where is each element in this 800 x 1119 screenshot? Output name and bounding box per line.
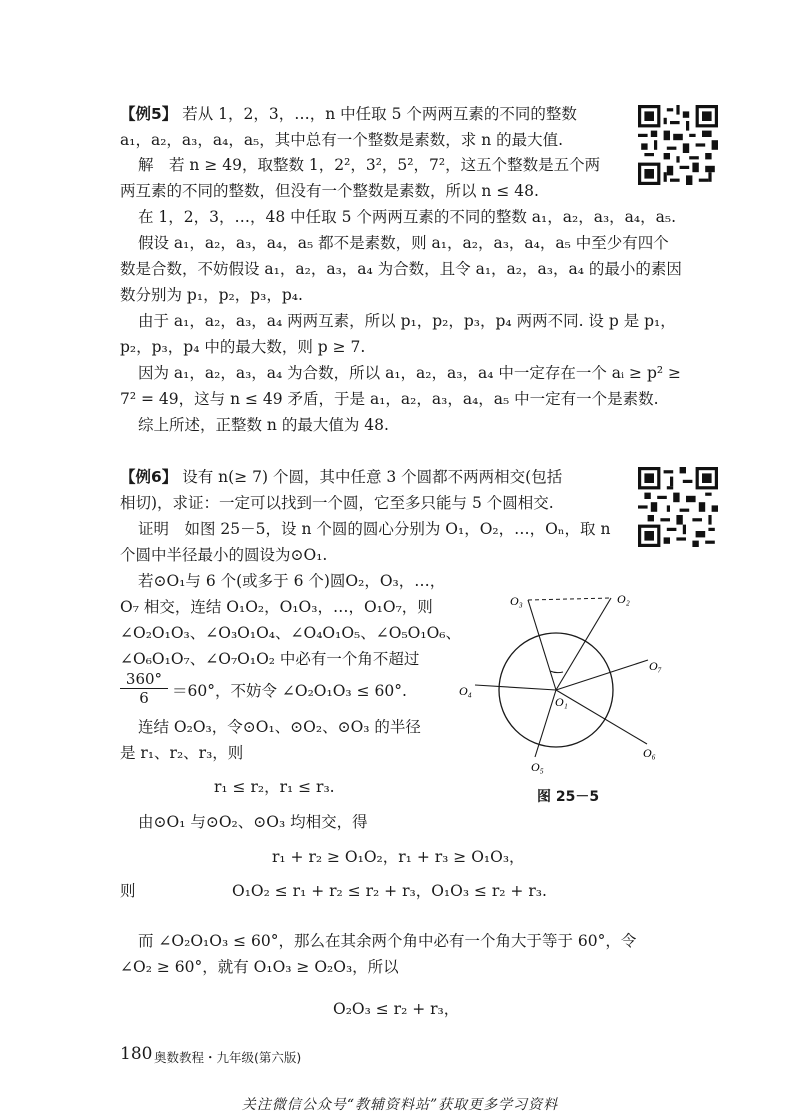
example6-line-6: O₇ 相交，连结 O₁O₂，O₁O₃，…，O₁O₇，则 <box>120 598 433 616</box>
example5-line-10: p₂，p₃，p₄ 中的最大数，则 p ≥ 7. <box>120 338 366 356</box>
example5-line-7: 数是合数，不妨假设 a₁，a₂，a₃，a₄ 为合数，且令 a₁，a₂，a₃，a₄ 的最小的素因 <box>120 260 682 278</box>
qr-code-example5[interactable] <box>638 105 718 185</box>
example5-line-8: 数分别为 p₁，p₂，p₃，p₄. <box>120 286 303 304</box>
label-o7: O₇ <box>649 659 662 673</box>
example6-line-17: 而 ∠O₂O₁O₃ ≤ 60°，那么在其余两个角中必有一个角大于等于 60°，令 <box>138 932 637 950</box>
example6-line-4: 个圆中半径最小的圆设为⊙O₁. <box>120 546 328 564</box>
segment-o1o6 <box>556 690 647 744</box>
example5-line-1: 【例5】 若从 1，2，3，…，n 中任取 5 个两两互素的不同的整数 <box>120 105 577 123</box>
book-title: 奥数教程・九年级(第六版) <box>154 1050 302 1065</box>
fraction-denominator: 6 <box>120 688 168 707</box>
wechat-note: 关注微信公众号“教辅资料站”获取更多学习资料 <box>241 1097 559 1113</box>
example6-line-13: 由⊙O₁ 与⊙O₂、⊙O₃ 均相交，得 <box>138 813 368 831</box>
example6-line-7: ∠O₂O₁O₃、∠O₃O₁O₄、∠O₄O₁O₅、∠O₅O₁O₆、 <box>120 624 462 642</box>
example5-label: 【例5】 <box>120 105 178 123</box>
example6-line-10: 连结 O₂O₃，令⊙O₁、⊙O₂、⊙O₃ 的半径 <box>138 718 421 736</box>
example6-line-2: 相切)，求证：一定可以找到一个圆，它至多只能与 5 个圆相交. <box>120 494 554 512</box>
example5-line-9: 由于 a₁，a₂，a₃，a₄ 两两互素，所以 p₁，p₂，p₃，p₄ 两两不同. 设 p 是 p₁， <box>138 312 676 330</box>
segment-o1o2 <box>556 598 611 690</box>
example5-line-13: 综上所述，正整数 n 的最大值为 48. <box>138 416 389 434</box>
figure-caption: 图 25－5 <box>537 789 600 805</box>
label-o6: O₆ <box>643 746 656 760</box>
segment-o1o3 <box>528 600 556 690</box>
example6-inequality-2: r₁ + r₂ ≥ O₁O₂，r₁ + r₃ ≥ O₁O₃， <box>272 848 525 866</box>
label-o3: O₃ <box>510 594 523 608</box>
example5-line-5: 在 1，2，3，…，48 中任取 5 个两两互素的不同的整数 a₁，a₂，a₃，a₄，a₅. <box>138 208 677 226</box>
example6-inequality-1: r₁ ≤ r₂，r₁ ≤ r₃. <box>214 778 335 796</box>
segment-o1o7 <box>556 660 648 690</box>
label-o2: O₂ <box>617 592 630 606</box>
segment-o1o4 <box>475 685 556 690</box>
example5-line-11: 因为 a₁，a₂，a₃，a₄ 为合数，所以 a₁，a₂，a₃，a₄ 中一定存在一个 aᵢ ≥ p² ≥ <box>138 364 682 382</box>
label-o1: O₁ <box>555 695 568 709</box>
example5-line-4: 两互素的不同的整数，但没有一个整数是素数，所以 n ≤ 48. <box>120 182 539 200</box>
example6-inequality-3: O₁O₂ ≤ r₁ + r₂ ≤ r₂ + r₃，O₁O₃ ≤ r₂ + r₃. <box>232 882 547 900</box>
example6-line-8: ∠O₆O₁O₇、∠O₇O₁O₂ 中必有一个角不超过 <box>120 650 420 668</box>
example6-then-label: 则 <box>120 882 136 900</box>
figure-25-5 <box>455 585 690 780</box>
example6-line-1: 【例6】 设有 n(≥ 7) 个圆，其中任意 3 个圆都不两两相交(包括 <box>120 468 563 486</box>
example6-line-5: 若⊙O₁与 6 个(或多于 6 个)圆O₂，O₃，…， <box>138 572 446 590</box>
example5-line-6: 假设 a₁，a₂，a₃，a₄，a₅ 都不是素数，则 a₁，a₂，a₃，a₄，a₅ 中至少有四个 <box>138 234 669 252</box>
example6-line-11: 是 r₁、r₂、r₃，则 <box>120 744 244 762</box>
example6-line-18: ∠O₂ ≥ 60°，就有 O₁O₃ ≥ O₂O₃，所以 <box>120 958 399 976</box>
example5-solution-line-1: 解 若 n ≥ 49，取整数 1，2²，3²，5²，7²，这五个整数是五个两 <box>138 156 601 174</box>
example6-proof-line-1: 证明 如图 25－5，设 n 个圆的圆心分别为 O₁，O₂，…，Oₙ，取 n <box>138 520 611 538</box>
fraction-numerator: 360° <box>125 670 163 688</box>
qr-code-example6[interactable] <box>638 467 718 547</box>
angle-marker <box>550 671 563 673</box>
example5-line-12: 7² = 49，这与 n ≤ 49 矛盾，于是 a₁，a₂，a₃，a₄，a₅ 中一定有一个是素数. <box>120 390 659 408</box>
example6-label: 【例6】 <box>120 468 178 486</box>
example6-line-9: ＝60°，不妨令 ∠O₂O₁O₃ ≤ 60°. <box>172 682 407 700</box>
label-o5: O₅ <box>531 760 544 774</box>
page-number: 180 <box>120 1044 153 1064</box>
label-o4: O₄ <box>459 684 472 698</box>
example6-inequality-4: O₂O₃ ≤ r₂ + r₃， <box>333 1000 460 1018</box>
fraction <box>120 670 168 707</box>
example5-line-2: a₁，a₂，a₃，a₄，a₅，其中总有一个整数是素数，求 n 的最大值. <box>120 131 564 149</box>
segment-o2o3 <box>528 598 611 600</box>
